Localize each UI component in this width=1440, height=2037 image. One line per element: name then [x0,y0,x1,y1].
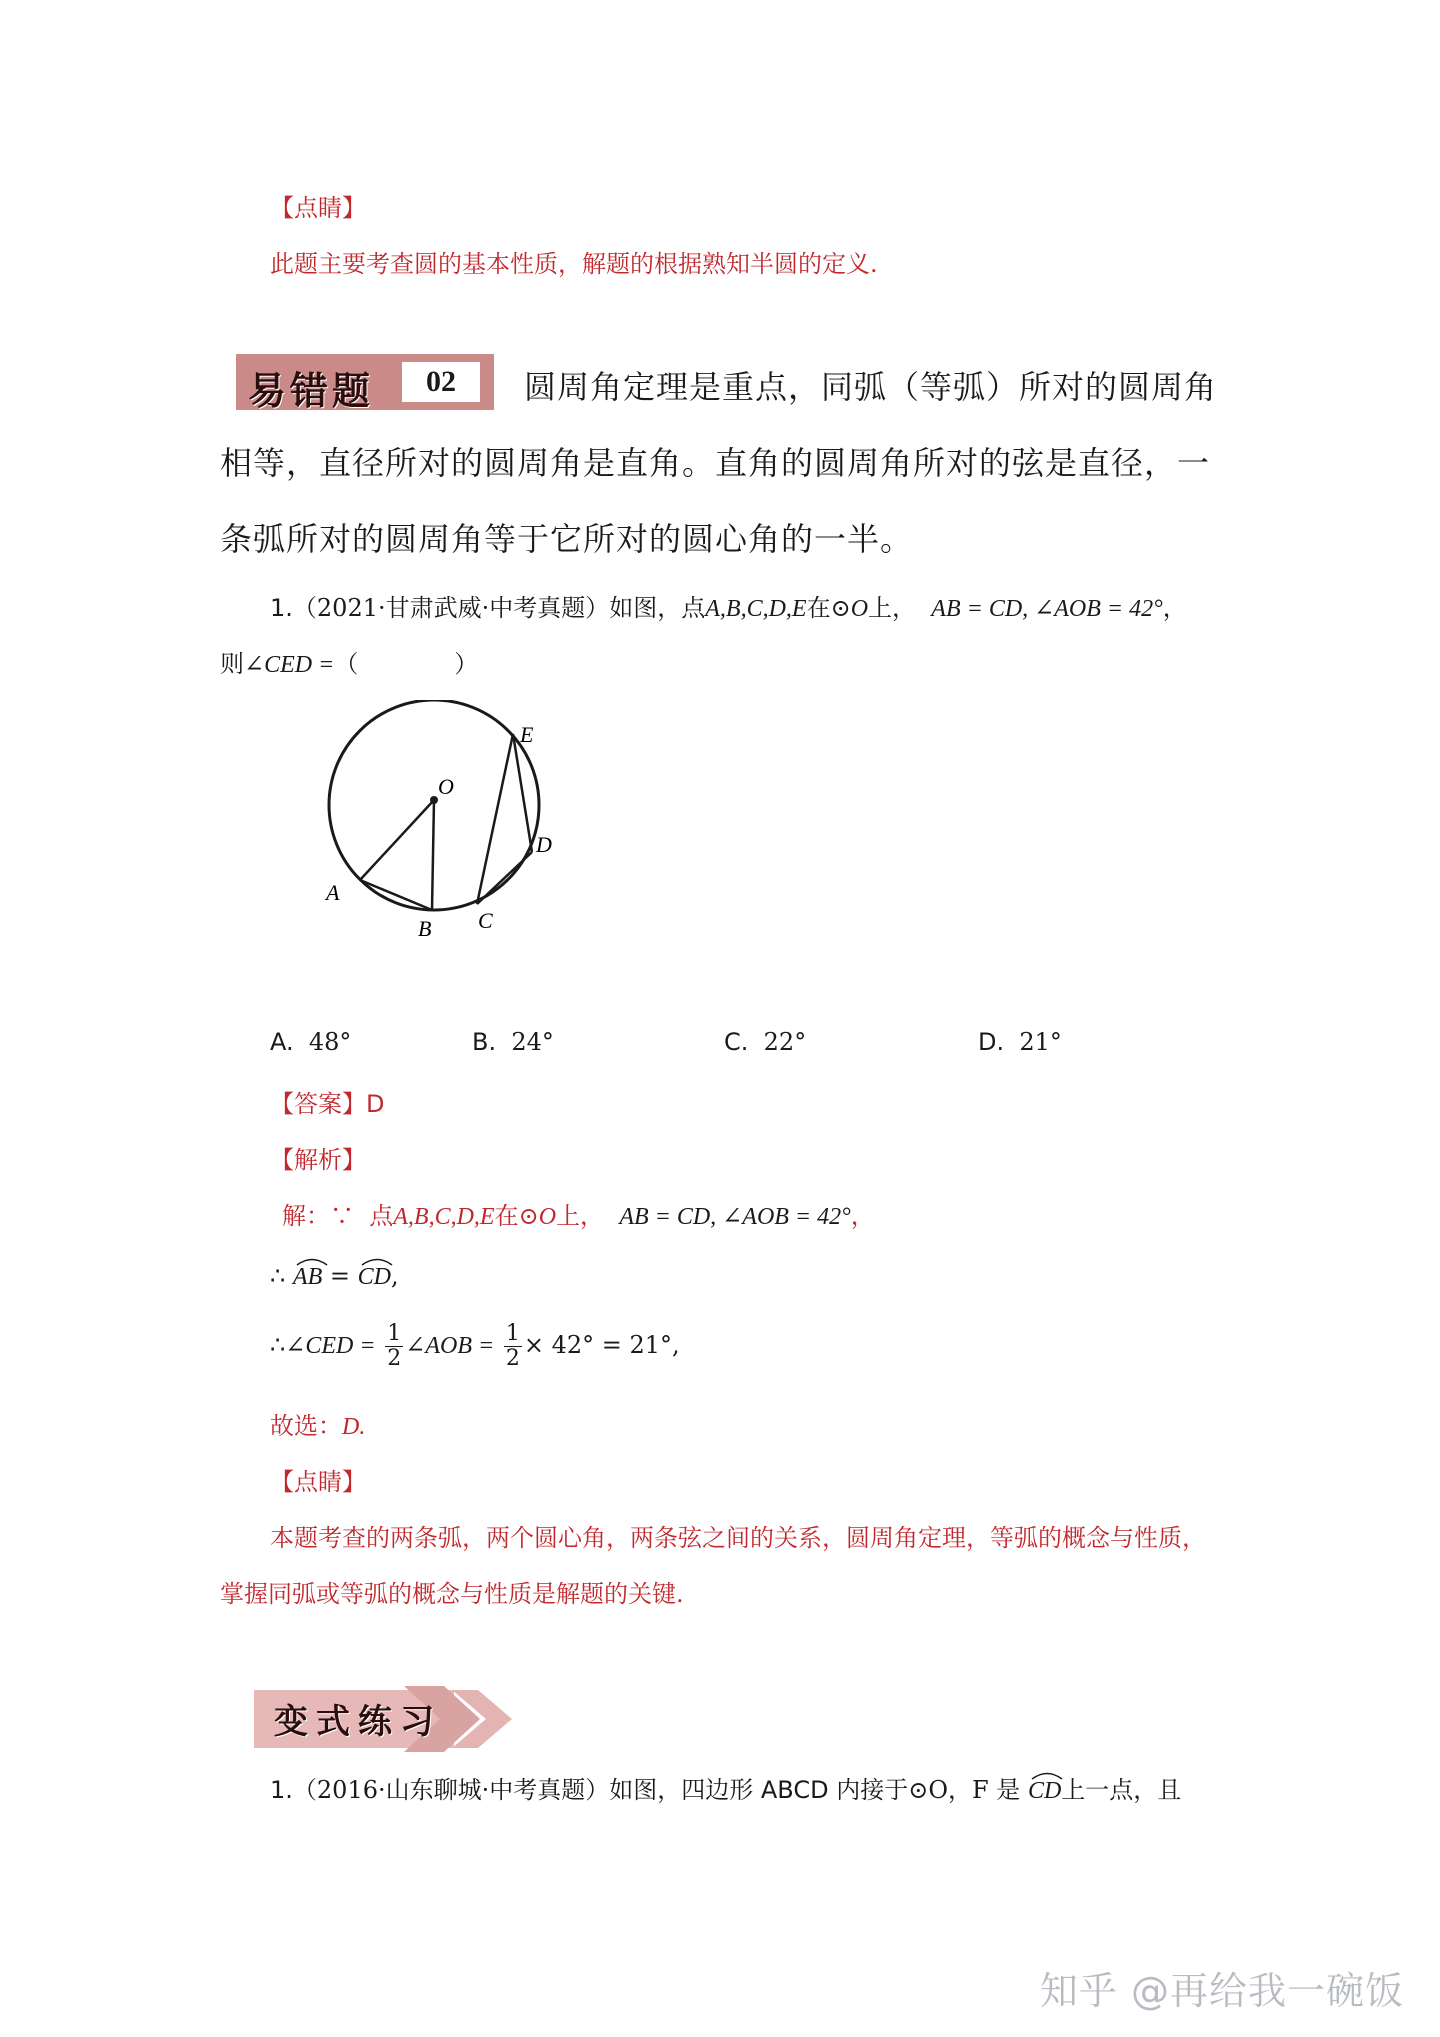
prev-comment-text: 此题主要考查圆的基本性质，解题的根据熟知半圆的定义. [270,250,878,278]
variation-number: 1. [270,1776,293,1804]
error-question-badge [236,354,494,413]
fraction-half-2 [504,1322,522,1371]
line3-rhs: × 42° = 21°, [523,1331,680,1359]
question-number: 1. [270,594,293,622]
therefore-2: ∴ [270,1331,286,1359]
comment-line1: 本题考查的两条弧，两个圆心角，两条弦之间的关系，圆周角定理，等弧的概念与性质， [270,1524,1206,1552]
analysis-dot: 点 [369,1202,394,1230]
frac1-den: 2 [387,1346,402,1371]
badge-label: 易错题 [248,368,375,413]
arc-cd-mark [360,1256,394,1266]
question-points: A,B,C,D,E [705,596,807,622]
option-d[interactable] [978,1028,1062,1056]
segment-ed [513,734,532,852]
analysis-line2 [270,1262,399,1291]
angle-ced: ∠CED = [285,1333,376,1359]
label-a: A [326,880,340,905]
option-c-value: 22° [763,1028,807,1056]
frac1-num: 1 [387,1321,402,1346]
question-circle: O [850,596,869,622]
ask-angle: ∠CED = [244,652,335,678]
answer-tag: 【答案】 [270,1090,366,1118]
ask-blank: （ ） [334,650,479,678]
analysis-end: ， [850,1202,875,1230]
label-c: C [478,908,493,933]
label-d: D [536,832,552,857]
circle-figure [310,700,600,950]
variation-text2: 内接于⊙O，F 是 [836,1776,1021,1804]
question-condition: AB = CD, ∠AOB = 42° [931,596,1163,622]
option-a-letter: A. [270,1028,294,1056]
variation-label: 变式练习 [274,1702,442,1742]
option-a[interactable] [270,1028,351,1056]
option-d-value: 21° [1019,1028,1062,1056]
badge-number: 02 [402,362,480,402]
therefore-1: ∴ [270,1262,286,1290]
segment-oa [360,800,434,880]
arc-ab-text: AB [292,1264,323,1290]
choose-value: D. [342,1414,366,1440]
analysis-solve: 解：∵ [282,1202,354,1230]
choose-label: 故选： [270,1412,342,1440]
angle-aob: ∠AOB = [405,1333,495,1359]
variation-text1: （2016·山东聊城·中考真题）如图，四边形 [292,1776,754,1804]
fraction-half-1 [385,1322,403,1371]
variation-question [270,1770,1181,1805]
question-up: 上， [868,594,917,622]
option-d-letter: D. [978,1028,1005,1056]
comment-tag: 【点睛】 [270,1468,366,1496]
line2-end: , [390,1262,399,1290]
section-intro-line3: 条弧所对的圆周角等于它所对的圆心角的一半。 [220,520,914,558]
label-o: O [438,774,454,799]
option-b-letter: B. [472,1028,497,1056]
arc-equal: = [329,1262,350,1290]
option-b-value: 24° [511,1028,554,1056]
label-b: B [418,916,432,941]
variation-text3: 上一点，且 [1061,1776,1182,1804]
analysis-line3 [270,1322,680,1371]
arc-cd [358,1264,391,1291]
ask-prefix: 则 [220,650,244,678]
answer-line [270,1084,384,1119]
variation-badge [254,1686,524,1752]
variation-arc-mark [1030,1770,1064,1780]
section-intro-line1: 圆周角定理是重点，同弧（等弧）所对的圆周角 [524,368,1218,406]
question-line2 [220,644,478,679]
question-line1 [270,588,1187,623]
analysis-condition: AB = CD, ∠AOB = 42° [619,1204,851,1230]
answer-value: D [366,1090,385,1118]
segment-ab [360,880,432,910]
prev-comment-tag: 【点睛】 [270,194,366,222]
choose-line [270,1406,365,1441]
analysis-up: 上， [556,1202,605,1230]
comment-line2: 掌握同弧或等弧的概念与性质是解题的关键. [220,1580,684,1608]
arc-cd-text: CD [357,1264,391,1290]
section-intro-line2: 相等，直径所对的圆周角是直角。直角的圆周角所对的弦是直径，一 [220,444,1211,482]
option-c-letter: C. [724,1028,749,1056]
label-e: E [520,722,534,747]
question-source: （2021·甘肃武威·中考真题）如图，点 [292,594,706,622]
analysis-points: A,B,C,D,E [393,1204,495,1230]
question-comma: ， [1162,594,1187,622]
option-c[interactable] [724,1028,806,1056]
question-on: 在⊙ [806,594,851,622]
frac2-den: 2 [505,1346,520,1371]
variation-arc-cd [1028,1778,1061,1805]
analysis-line1 [282,1196,875,1231]
variation-arc-text: CD [1027,1778,1062,1804]
frac2-num: 1 [505,1321,520,1346]
analysis-o: O [538,1204,557,1230]
variation-abcd: ABCD [760,1776,829,1804]
zhihu-watermark: 知乎 @再给我一碗饭 [1039,1969,1404,2013]
option-b[interactable] [472,1028,554,1056]
segment-ob [432,800,434,910]
arc-ab [293,1264,322,1291]
analysis-on: 在⊙ [494,1202,539,1230]
arc-ab-mark [295,1256,329,1266]
option-a-value: 48° [308,1028,352,1056]
analysis-tag: 【解析】 [270,1146,366,1174]
